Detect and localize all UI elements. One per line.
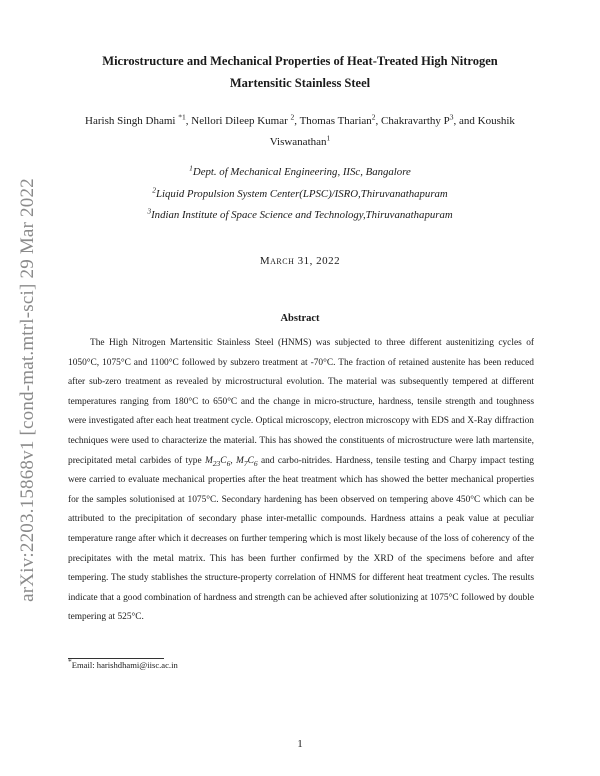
affiliation-3-mark: 3 (147, 206, 152, 216)
author-list-continued (80, 132, 520, 152)
author-5-mark: 1 (326, 133, 331, 143)
author-2-mark: 2 (290, 112, 295, 122)
author-3-name: , Thomas Tharian (294, 115, 372, 127)
author-list (80, 111, 520, 131)
author-1-name: Harish Singh Dhami (85, 115, 179, 127)
publication-date: March 31, 2022 (259, 255, 341, 267)
affiliation-3-text: Indian Institute of Space Science and Technology,Thiruvanathapuram (151, 209, 453, 221)
footnote-divider (68, 658, 164, 659)
abstract-text-part-1: The High Nitrogen Martensitic Stainless Steel (HNMS) was subjected to three different austenitizing cycles of 1050°C, 1075°C and 1100°C followed by subzero treatment at -70°C. The fraction of retained austenite has been reduced after sub-zero treatment as revealed by microstructural evolution. The material was subsequently tempered at different temperatures ranging from 180°C to 650°C and the change in micro-structure, hardness, tensile strength and toughness were investigated after each heat treatment cycle. Optical microscopy, electron microscopy with EDS and X-Ray diffraction techniques were used to characterize the material. This has showed the constituents of microstructure were lath martensite, precipitated metal carbides of type (68, 338, 534, 466)
affiliation-1 (80, 163, 520, 178)
carbide-formula-1: $M_{23}C_6$ (204, 455, 231, 468)
page-number: 1 (297, 738, 303, 750)
carbide-formula-2: $M_7C_6$ (236, 455, 258, 468)
author-3-mark: 2 (371, 112, 376, 122)
affiliation-1-text: Dept. of Mechanical Engineering, IISc, Bangalore (192, 166, 411, 178)
affiliation-3 (80, 206, 520, 221)
paper-title-line-1: Microstructure and Mechanical Properties of Heat-Treated High Nitrogen (102, 54, 498, 68)
affiliation-2-text: Liquid Propulsion System Center(LPSC)/ISRO,Thiruvanathapuram (156, 188, 448, 200)
author-2-name: , Nellori Dileep Kumar (185, 115, 291, 127)
author-1-mark: *1 (178, 112, 186, 122)
author-5-name-cont: Viswanathan (269, 136, 327, 148)
paper-title-line-2: Martensitic Stainless Steel (229, 76, 371, 90)
affiliation-1-mark: 1 (189, 163, 193, 173)
arxiv-identifier-stamp (8, 170, 48, 610)
author-5-name: , and Koushik (453, 115, 515, 127)
footnote-email (68, 657, 178, 670)
abstract-body: The High Nitrogen Martensitic Stainless Steel (HNMS) was subjected to three different austenitizing cycles of 1050°C, 1075°C and 1100°C followed by subzero treatment at -70°C. The fraction of retained austenite has been reduced after sub-zero treatment as revealed by microstructural evolution. The material was subsequently tempered at different temperatures ranging from 180°C to 650°C and the change in micro-structure, hardness, tensile strength and toughness were investigated after each heat treatment cycle. Optical microscopy, electron microscopy with EDS and X-Ray diffraction techniques were used to characterize the material. This has showed the constituents of microstructure were lath martensite, precipitated metal carbides of type $M_{23}C_6$, $M_7C_6$ and carbo-nitrides. Hardness, tensile testing and Charpy impact testing were carried to evaluate mechanical properties after the heat treatment which has showed the better mechanical properties for the samples solutionised at 1075°C. Secondary hardening has been observed on tempering above 450°C which can be attributed to the precipitation of secondary phase inter-metallic compounds. Hardness attains a peak value at peculiar temperature range after which it decreases on further tempering which is most likely because of the loss of coherency of the precipitates with the metal matrix. This has been further confirmed by the XRD of the specimens before and after tempering. The study stablishes the structure-property correlation of HNMS for different heat treatment cycles. The results indicate that a good combination of hardness and strength can be achieved after solutionizing at 1075°C followed by double tempering at 525°C. (68, 338, 534, 623)
arxiv-identifier: arXiv:2203.15868v1 [cond-mat.mtrl-sci] 29 Mar 2022 (17, 178, 39, 602)
author-4-name: , Chakravarthy P (375, 115, 450, 127)
abstract-text-part-2: and carbo-nitrides. Hardness, tensile testing and Charpy impact testing were carried to evaluate mechanical properties after the heat treatment which has showed the better mechanical properties for the samples solutionised at 1075°C. Secondary hardening has been observed on tempering above 450°C which can be attributed to the precipitation of secondary phase inter-metallic compounds. Hardness attains a peak value at peculiar temperature range after which it decreases on further tempering which is most likely because of the loss of coherency of the precipitates with the metal matrix. This has been further confirmed by the XRD of the specimens before and after tempering. The study stablishes the structure-property correlation of HNMS for different heat treatment cycles. The results indicate that a good combination of hardness and strength can be achieved after solutionizing at 1075°C followed by double tempering at 525°C. (68, 455, 534, 623)
footnote-mark: * (68, 657, 72, 667)
author-4-mark: 3 (449, 112, 454, 122)
abstract-heading: Abstract (280, 313, 320, 324)
affiliation-2 (80, 185, 520, 200)
affiliation-2-mark: 2 (152, 185, 157, 195)
footnote-text: Email: harishdhami@iisc.ac.in (71, 660, 178, 670)
